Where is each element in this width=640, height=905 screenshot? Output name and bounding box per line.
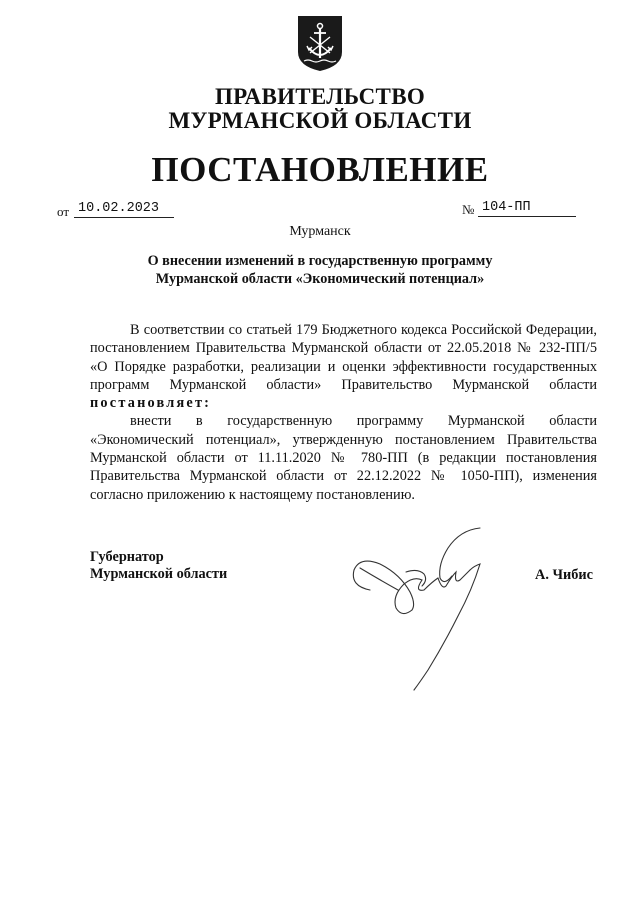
signatory-title-line1: Губернатор bbox=[90, 549, 164, 565]
paragraph-1-text: В соответствии со статьей 179 Бюджетного кодекса Российской Федерации, постановлением Правительства Мурманской области от 22.05.2018 № 232-ПП/5 «О Порядке разработки, реализации и оценки эффективности государственных программ Мурманской области» Правительство Мурманской области bbox=[90, 322, 597, 393]
subject-line1: О внесении изменений в государственную программу bbox=[147, 253, 493, 269]
government-name-line2: МУРМАНСКОЙ ОБЛАСТИ bbox=[168, 108, 472, 133]
date-prefix: от bbox=[57, 204, 70, 219]
city-name: Мурманск bbox=[289, 224, 351, 239]
document-date: 10.02.2023 bbox=[74, 201, 174, 218]
government-name-line1: ПРАВИТЕЛЬСТВО bbox=[214, 84, 426, 109]
document-number: 104-ПП bbox=[478, 200, 576, 217]
document-body bbox=[90, 321, 597, 504]
paragraph-2-text: внести в государственную программу Мурманской области «Экономический потенциал», утвержденную постановлением Правительства Мурманской области от 11.11.2020 № 780-ПП (в редакции постановления Правительства Мурманской области от 22.12.2022 № 1050-ПП), изменения согласно приложению к настоящему постановлению. bbox=[90, 413, 597, 503]
signatory-title-line2: Мурманской области bbox=[90, 566, 228, 582]
resolution-keyword: постановляет: bbox=[90, 395, 212, 412]
subject-line2: Мурманской области «Экономический потенциал» bbox=[155, 271, 485, 287]
handwritten-signature bbox=[340, 520, 520, 700]
document-type-title: ПОСТАНОВЛЕНИЕ bbox=[151, 150, 489, 189]
coat-of-arms-emblem bbox=[296, 14, 344, 72]
signatory-name: А. Чибис bbox=[535, 567, 593, 583]
body-paragraph-2 bbox=[90, 412, 597, 503]
number-prefix: № bbox=[462, 202, 475, 217]
body-paragraph-1 bbox=[90, 321, 597, 412]
